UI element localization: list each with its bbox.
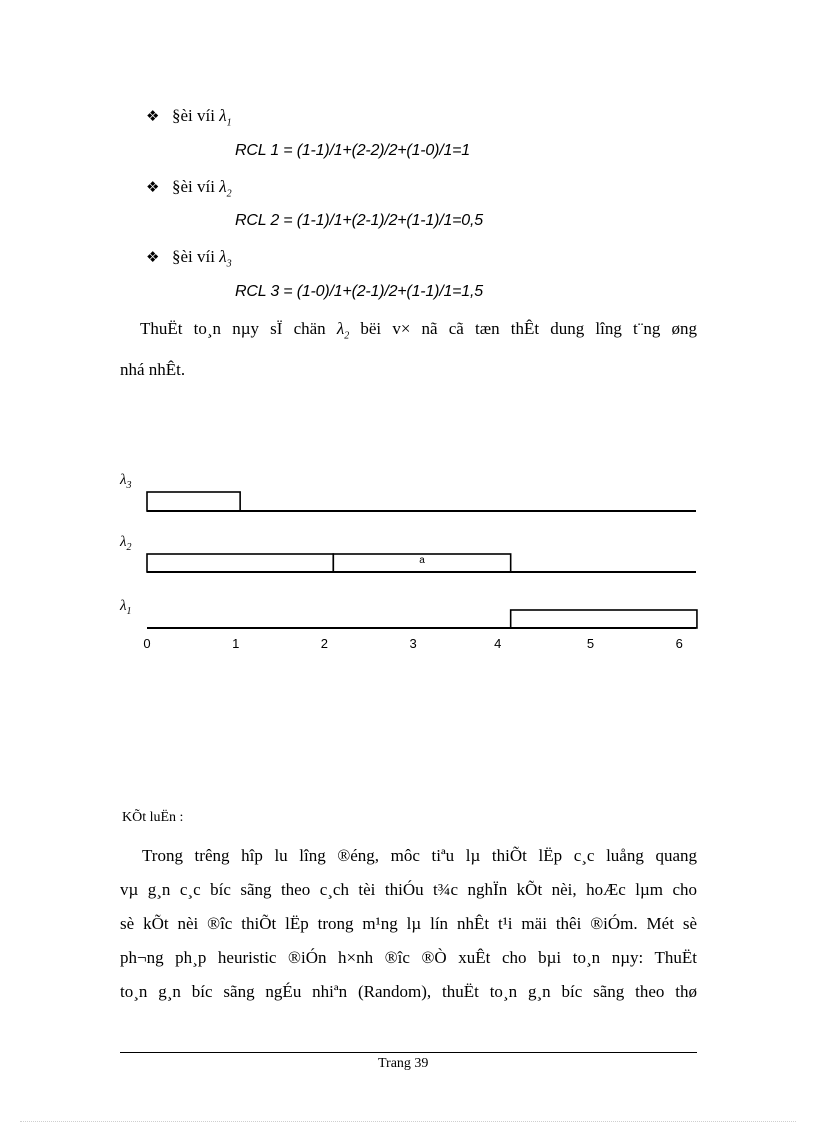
- paragraph-line: Trong trêng hîp lu lîng ®éng, môc tiªu lµ thiÕt lËp c¸c luång quang: [142, 846, 697, 865]
- paragraph-line: ph¬ng ph¸p heuristic ®iÓn h×nh ®îc ®Ò xuÊt cho bµi to¸n nµy: ThuËt: [120, 948, 697, 967]
- axis-tick-label: 4: [494, 636, 502, 651]
- bullet-item-2: ❖ §èi víi $\lambda_2$: [146, 177, 232, 200]
- paragraph-line: sè kÕt nèi ®îc thiÕt lËp trong m¹ng lµ lín nhÊt t¹i mäi thêi ®iÓm. Mét sè: [120, 914, 697, 933]
- formula-rcl-1: RCL 1 = (1-1)/1+(2-2)/2+(1-0)/1=1: [235, 142, 471, 159]
- diamond-bullet-icon: ❖: [146, 107, 160, 125]
- section-heading: KÕt luËn :: [122, 810, 184, 825]
- axis-tick-label: 2: [320, 636, 329, 651]
- wavelength-interval-figure: [110, 460, 710, 660]
- row-label-lambda1: $\lambda_1$: [120, 598, 132, 617]
- lambda-symbol: $\lambda_2$: [219, 177, 232, 200]
- footer-rule: [120, 1052, 697, 1053]
- interval-box-lambda1-0: [511, 610, 697, 628]
- formula-rcl-2: RCL 2 = (1-1)/1+(2-1)/2+(1-1)/1=0,5: [235, 212, 483, 229]
- selection-line-1: ThuËt to¸n nµy sÏ chän $\lambda_2$ bëi v× nã cã tæn thÊt dung lîng t¨ng øng: [140, 319, 698, 342]
- interval-box-lambda3-0: [147, 492, 240, 511]
- page-edge-divider: [20, 1121, 796, 1122]
- lambda-symbol: $\lambda_1$: [219, 106, 232, 129]
- paragraph-line: vµ g¸n c¸c bíc sãng theo c¸ch tèi thiÓu t¾c nghÏn kÕt nèi, hoÆc lµm cho: [120, 880, 697, 899]
- conclusion-paragraph: [120, 839, 697, 1009]
- interval-box-lambda2-0: [147, 554, 333, 572]
- formula-rcl-3: RCL 3 = (1-0)/1+(2-1)/2+(1-1)/1=1,5: [235, 283, 483, 300]
- axis-tick-label: 0: [143, 636, 151, 651]
- diamond-bullet-icon: ❖: [146, 248, 160, 266]
- axis-tick-label: 6: [675, 636, 683, 651]
- selection-line-2: nhá nhÊt.: [120, 360, 186, 380]
- interval-box-label: a: [419, 555, 425, 566]
- paragraph-line: to¸n g¸n bíc sãng ngÉu nhiªn (Random), thuËt to¸n g¸n bíc sãng theo thø: [120, 982, 697, 1001]
- lambda-symbol: $\lambda_3$: [219, 247, 232, 270]
- row-label-lambda2: $\lambda_2$: [120, 534, 132, 553]
- bullet-item-3: ❖ §èi víi $\lambda_3$: [146, 247, 232, 270]
- selection-paragraph: [120, 312, 697, 387]
- axis-tick-label: 1: [232, 636, 240, 651]
- axis-tick-label: 3: [409, 636, 417, 651]
- axis-tick-label: 5: [586, 636, 595, 651]
- page-number: Trang 39: [378, 1056, 429, 1071]
- row-label-lambda3: $\lambda_3$: [120, 472, 132, 491]
- bullet-item-1: ❖ §èi víi $\lambda_1$: [146, 106, 232, 129]
- diamond-bullet-icon: ❖: [146, 178, 160, 196]
